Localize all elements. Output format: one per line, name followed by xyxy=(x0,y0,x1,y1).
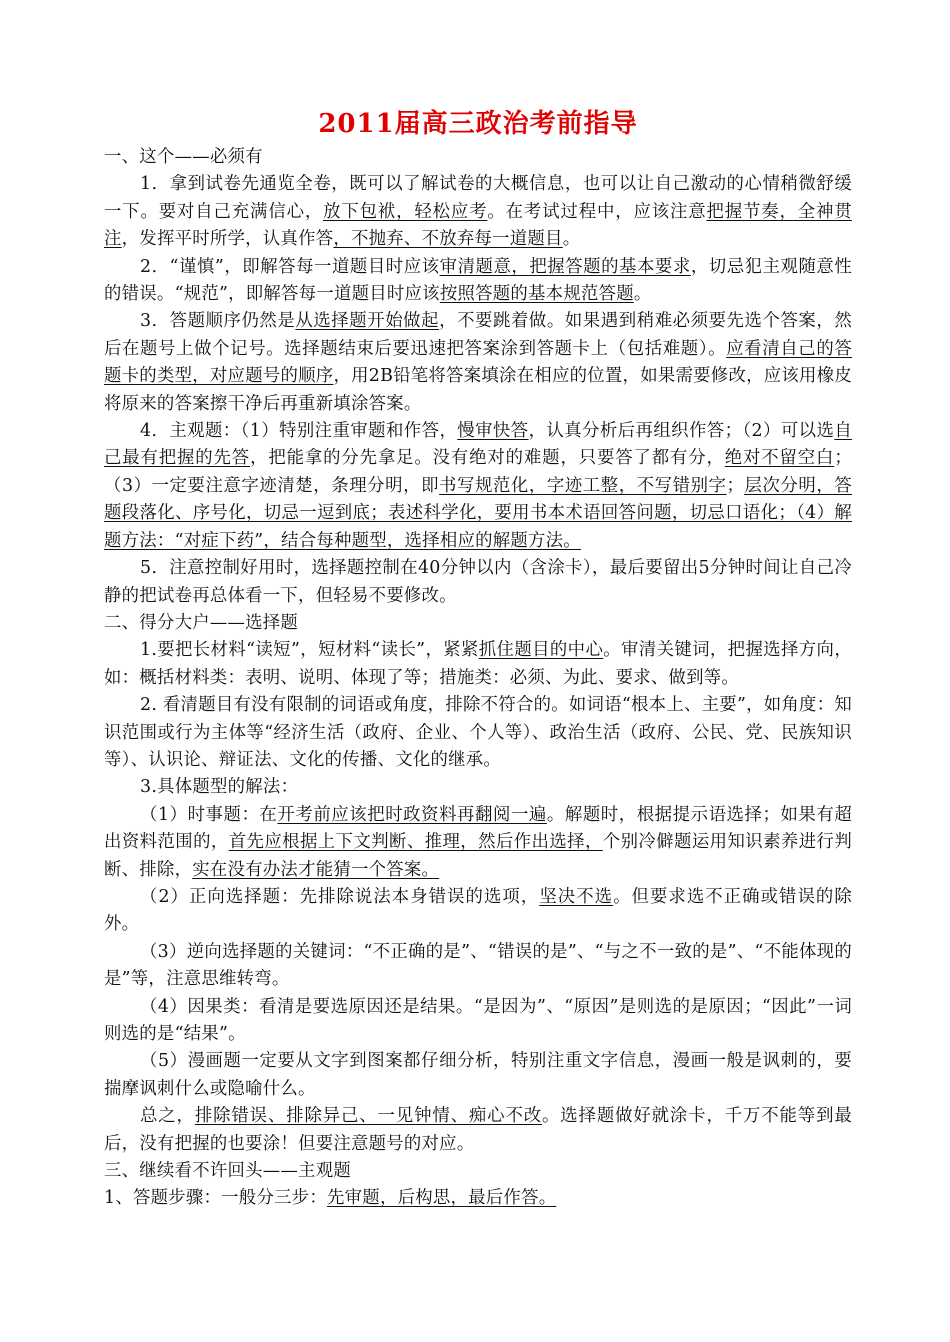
underlined-text: 自己最有把握的先答 xyxy=(104,421,852,469)
text-run: ，发挥平时所学，认真作答 xyxy=(121,229,334,250)
paragraph xyxy=(104,884,852,939)
paragraph xyxy=(104,802,852,884)
paragraph xyxy=(104,1103,852,1158)
paragraph xyxy=(104,637,852,692)
underlined-text: 放下包袱，轻松应考 xyxy=(323,201,488,222)
text-run: 3.具体题型的解法： xyxy=(140,777,299,798)
section-heading xyxy=(104,1185,852,1212)
text-run: 。审清关键词，把握选择方向，如：概括材料类：表明、说明、体现了等；措施类：必须、为此、要求、做到等。 xyxy=(104,640,852,688)
underlined-text: 开考前应该把时政资料再翻阅一遍 xyxy=(277,804,547,825)
text-run: ，认真分析后再组织作答；（2）可以选 xyxy=(528,421,835,442)
text-run: （5）漫画题一定要从文字到图案都仔细分析，特别注重文字信息，漫画一般是讽刺的，要揣摩讽刺什么或隐喻什么。 xyxy=(104,1051,852,1099)
paragraph xyxy=(104,774,852,801)
text-run: 。但要求选不正确或错误的除外。 xyxy=(104,886,852,935)
text-run: ，用2B铅笔将答案填涂在相应的位置，如果需要修改，应该用橡皮将原来的答案擦干净后再重新填涂答案。 xyxy=(104,366,852,414)
document-page xyxy=(104,104,852,1213)
text-run: 2. 看清题目有没有限制的词语或角度，排除不符合的。如词语“根本上、主要”，如角度：知识范围或行为主体等“经济生活（政府、企业、个人等）、政治生活（政府、公民、党、民族知识等）、认识论、辩证法、文化的传播、文化的继承。 xyxy=(104,695,852,770)
underlined-text: 层次分明，答题段落化、序号化，切忌一逗到底；表述科学化，要用书本术语回答问题，切忌口语化；（4）解题方法：“对症下药”，结合每种题型，选择相应的解题方法。 xyxy=(104,475,852,551)
text-run: 。解题时，根据提示语选择；如果有超出资料范围的， xyxy=(104,804,852,853)
section-heading xyxy=(104,144,852,171)
text-run: ，不要跳着做。如果遇到稍难必须要先选个答案，然后在题号上做个记号。选择题结束后要迅速把答案涂到答题卡上（包括难题）。 xyxy=(104,311,852,359)
document-title: 2011届高三政治考前指导 xyxy=(318,109,638,139)
text-run: ，切忌犯主观随意性的错误。“规范”，即解答每一道题目时应该 xyxy=(104,256,852,305)
text-run: 三、继续看不许回头——主观题 xyxy=(104,1161,351,1182)
text-run: ；（3）一定要注意字迹清楚，条理分明，即 xyxy=(104,448,852,496)
text-run: 。 xyxy=(633,284,652,305)
text-run: 4．主观题：（1）特别注重审题和作答， xyxy=(140,421,458,442)
text-run: 。 xyxy=(562,229,581,250)
text-run: ； xyxy=(726,475,745,496)
text-run: 3．答题顺序仍然是 xyxy=(140,311,296,332)
underlined-text: 书写规范化，字迹工整，不写错别字 xyxy=(439,475,727,496)
underlined-text: 实在没有办法才能猜一个答案。 xyxy=(192,859,440,880)
underlined-text: ，不抛弃、不放弃每一道题目 xyxy=(333,229,563,250)
text-run: 。选择题做好就涂卡，千万不能等到最后，没有把握的也要涂！但要注意题号的对应。 xyxy=(104,1106,852,1154)
paragraph xyxy=(104,939,852,994)
text-run: ，把能拿的分先拿足。没有绝对的难题，只要答了都有分， xyxy=(250,448,725,469)
underlined-text: 首先应根据上下文判断、推理，然后作出选择， xyxy=(228,832,603,853)
text-run: 一、这个——必须有 xyxy=(104,147,263,167)
text-run: （3）逆向选择题的关键词：“不正确的是”、“错误的是”、“与之不一致的是”、“不能体现的是”等，注意思维转弯。 xyxy=(104,941,852,990)
text-run: 1.要把长材料“读短”，短材料“读长”，紧紧 xyxy=(140,640,479,661)
paragraph xyxy=(104,994,852,1049)
text-run: 1、答题步骤：一般分三步： xyxy=(104,1188,328,1209)
underlined-text: 从选择题开始做起 xyxy=(295,311,440,332)
paragraph xyxy=(104,555,852,610)
text-run: 个别冷僻题运用知识素养进行判断、排除， xyxy=(104,832,852,880)
underlined-text: 抓住题目的中心 xyxy=(478,640,604,661)
text-run: 二、得分大户——选择题 xyxy=(104,612,299,633)
underlined-text: 应看清自己的答题卡的类型，对应题号的顺序 xyxy=(104,338,852,387)
document-body xyxy=(104,144,852,1213)
underlined-text: 审清题意，把握答题的基本要求 xyxy=(439,256,691,277)
text-run: （1）时事题：在 xyxy=(140,804,278,825)
paragraph xyxy=(104,254,852,309)
text-run: （2）正向选择题：先排除说法本身错误的选项， xyxy=(140,886,540,907)
underlined-text: 先审题，后构思，最后作答。 xyxy=(327,1188,557,1209)
paragraph xyxy=(104,308,852,418)
text-run: 1．拿到试卷先通览全卷，既可以了解试卷的大概信息，也可以让自己激动的心情稍微舒缓一下。要对自己充满信心， xyxy=(104,174,852,222)
paragraph xyxy=(104,692,852,774)
underlined-text: 把握节奏，全神贯注 xyxy=(104,201,852,250)
text-run: 总之， xyxy=(140,1106,195,1127)
text-run: 2．“谨慎”，即解答每一道题目时应该 xyxy=(140,256,440,277)
text-run: 。在考试过程中，应该注意 xyxy=(487,201,707,222)
underlined-text: 坚决不选 xyxy=(539,886,614,907)
text-run: （4）因果类：看清是要选原因还是结果。“是因为”、“原因”是则选的是原因；“因此”一词则选的是“结果”。 xyxy=(104,996,852,1044)
text-run: 5．注意控制好用时，选择题控制在40分钟以内（含涂卡），最后要留出5分钟时间让自己冷静的把试卷再总体看一下，但轻易不要修改。 xyxy=(104,558,852,606)
underlined-text: 排除错误、排除异己、一见钟情、痴心不改 xyxy=(194,1106,542,1127)
paragraph xyxy=(104,418,852,555)
underlined-text: 按照答题的基本规范答题 xyxy=(439,284,634,305)
section-heading xyxy=(104,1158,852,1185)
section-heading xyxy=(104,610,852,637)
paragraph xyxy=(104,1048,852,1103)
paragraph xyxy=(104,171,852,253)
underlined-text: 慢审快答 xyxy=(457,421,529,442)
underlined-text: 绝对不留空白 xyxy=(724,448,835,469)
